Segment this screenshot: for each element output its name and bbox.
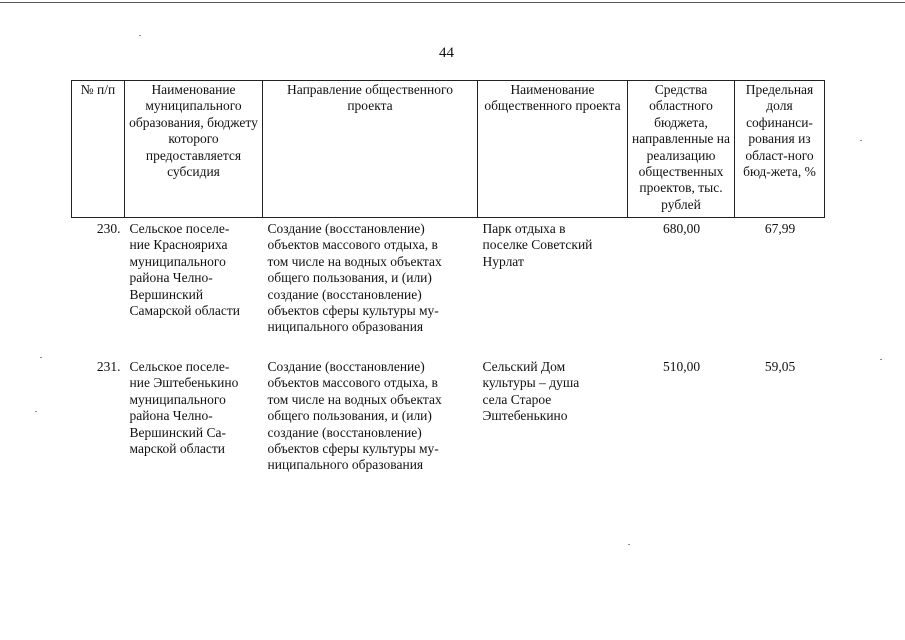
table-row (72, 218, 825, 357)
row-number: 230. (96, 221, 121, 236)
scan-speck (628, 544, 630, 545)
scan-speck (35, 411, 37, 412)
scan-speck (40, 357, 42, 358)
header-row-number: № п/п (72, 81, 125, 218)
table-row (72, 356, 825, 509)
header-project-direction: Направление общественного проекта (263, 81, 478, 218)
project-cell: Сельский Дом культуры – душа села Старое Эштебенькино (482, 359, 580, 424)
direction-cell: Создание (восстановление) объектов массового отдыха, в том числе на водных объектах общего пользования, и (или) создание (восстановление) объектов сферы культуры му- ниципального образования (267, 359, 442, 473)
amount-cell: 510,00 (662, 359, 701, 374)
municipality-cell: Сельское поселе- ние Краснояриха муниципального района Челно- Вершинский Самарской области (129, 221, 241, 319)
table-header-row (72, 81, 825, 218)
scan-speck (880, 359, 882, 360)
amount-cell: 680,00 (662, 221, 701, 236)
share-cell: 67,99 (764, 221, 796, 236)
page-number: 44 (439, 45, 454, 61)
row-number: 231. (96, 359, 121, 374)
header-project-name: Наименование общественного проекта (478, 81, 628, 218)
scan-speck (860, 140, 862, 141)
municipality-cell: Сельское поселе- ние Эштебенькино муниципального района Челно- Вершинский Са- марской области (129, 359, 239, 457)
top-scan-edge-line (0, 2, 905, 3)
header-regional-funds: Средства областного бюджета, направленные на реализацию общественных проектов, тыс. рублей (628, 81, 735, 218)
scan-speck (139, 35, 141, 36)
header-cofinancing-share: Предельная доля софинанси-рования из област-ного бюд-жета, % (735, 81, 825, 218)
header-municipality: Наименование муниципального образования, бюджету которого предоставляется субсидия (125, 81, 263, 218)
subsidy-table (71, 80, 825, 509)
direction-cell: Создание (восстановление) объектов массового отдыха, в том числе на водных объектах общего пользования, и (или) создание (восстановление) объектов сферы культуры му- ниципального образования (267, 221, 442, 335)
share-cell: 59,05 (764, 359, 796, 374)
project-cell: Парк отдыха в поселке Советский Нурлат (482, 221, 593, 269)
